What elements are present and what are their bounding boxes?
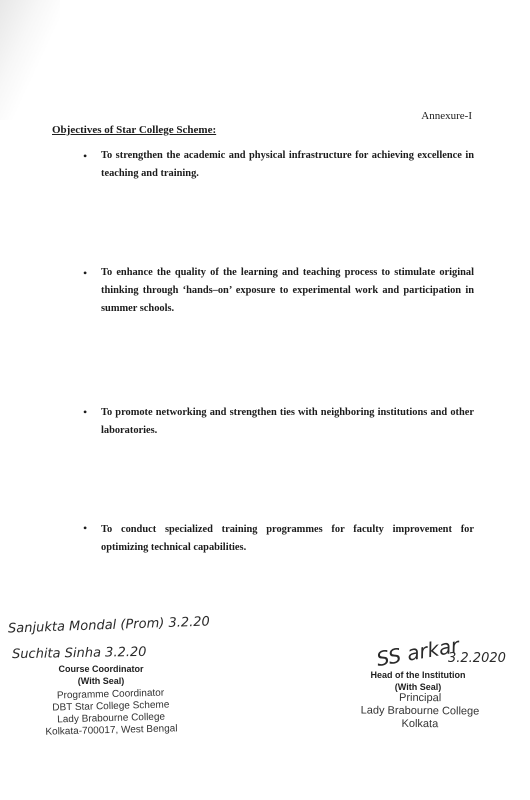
principal-stamp — [350, 691, 490, 731]
objective-item: To strengthen the academic and physical infrastructure for achieving excellence in teaching and training. — [101, 150, 474, 179]
coordinator-signature-1: Sanjukta Mondal (Prom) 3.2.20 — [7, 614, 211, 637]
stamp-line: Programme Coordinator — [56, 687, 165, 702]
annexure-label: Annexure-I — [421, 110, 472, 122]
stamp-line: Kolkata-700017, West Bengal — [45, 723, 178, 738]
stamp-line: Principal — [398, 691, 442, 705]
bullet-icon: • — [83, 521, 88, 535]
coordinator-stamp — [35, 687, 186, 739]
coordinator-seal-note: (With Seal) — [77, 675, 125, 686]
principal-signature: SS arkar — [374, 632, 462, 672]
stamp-line: Kolkata — [401, 717, 439, 731]
bullet-icon: • — [83, 405, 88, 419]
bullet-icon: • — [83, 266, 88, 280]
principal-seal-note: (With Seal) — [394, 681, 442, 692]
objective-item: To promote networking and strengthen ties with neighboring institutions and other laboratories. — [101, 407, 474, 436]
stamp-line: Lady Brabourne College — [360, 704, 480, 718]
objective-item: To enhance the quality of the learning and teaching process to stimulate original thinking through ‘hands–on’ exposure to experimental work and participation in summer schools. — [101, 267, 474, 314]
principal-title: Head of the Institution — [370, 670, 466, 680]
principal-signature-date: 3.2.2020 — [448, 651, 506, 666]
coordinator-signature-2: Suchita Sinha 3.2.20 — [11, 644, 147, 663]
stamp-line: DBT Star College Scheme — [52, 699, 170, 714]
bullet-icon: • — [83, 149, 88, 163]
stamp-line: Lady Brabourne College — [57, 711, 166, 726]
principal-title-block — [358, 670, 478, 693]
page-corner-shadow — [0, 0, 60, 120]
section-heading: Objectives of Star College Scheme: — [52, 124, 217, 136]
coordinator-title-block — [46, 664, 156, 687]
objective-item: To conduct specialized training programmes for faculty improvement for optimizing technical capabilities. — [101, 524, 474, 553]
coordinator-title: Course Coordinator — [58, 664, 144, 674]
